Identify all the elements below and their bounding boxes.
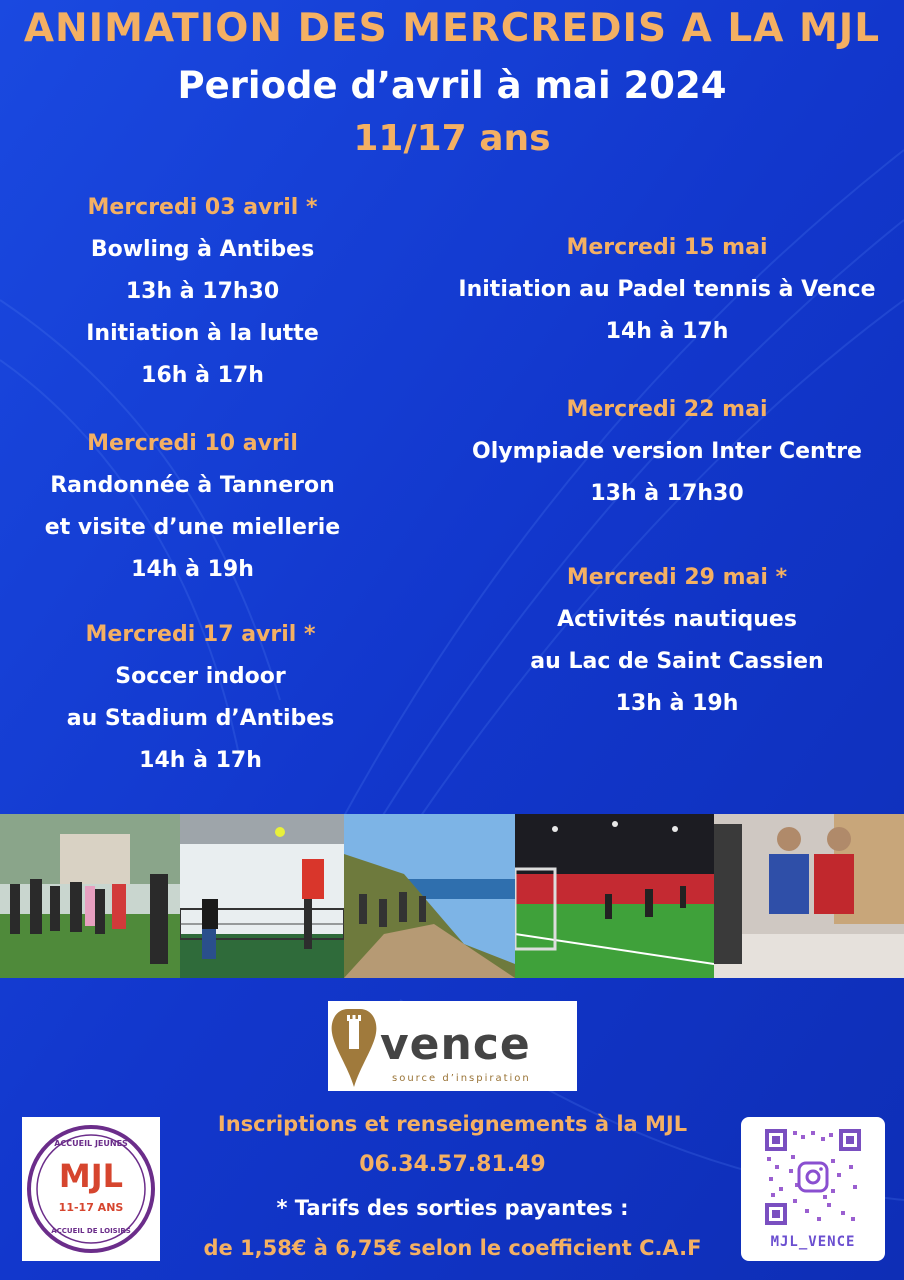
group-activity-photo	[0, 814, 180, 978]
mjl-top-text: ACCUEIL JEUNES	[54, 1139, 128, 1148]
event-line: au Stadium d’Antibes	[66, 706, 335, 731]
event-line: 16h à 17h	[141, 363, 264, 388]
mjl-logo	[22, 1117, 160, 1261]
event-line: 14h à 17h	[605, 319, 729, 344]
tarifs-heading: * Tarifs des sorties payantes :	[276, 1196, 629, 1220]
tarifs-detail: de 1,58€ à 6,75€ selon le coefficient C.A.F	[203, 1236, 702, 1260]
phone-number: 06.34.57.81.49	[359, 1152, 546, 1177]
indoor-soccer-photo	[515, 814, 714, 978]
hiking-photo	[344, 814, 515, 978]
vence-logo	[328, 1001, 577, 1091]
inscriptions-text: Inscriptions et renseignements à la MJL	[217, 1112, 688, 1136]
event-line: 13h à 17h30	[125, 279, 280, 304]
period-subtitle: Periode d’avril à mai 2024	[177, 64, 727, 107]
qr-code-icon	[765, 1129, 861, 1225]
wrestling-photo	[714, 814, 904, 978]
event-line: 14h à 17h	[139, 748, 262, 773]
event-date: Mercredi 17 avril *	[85, 622, 316, 647]
vence-tagline: source d’inspiration	[392, 1073, 531, 1084]
event-date: Mercredi 29 mai *	[566, 565, 788, 590]
event-line: Activités nautiques	[557, 607, 797, 632]
event-line: Randonnée à Tanneron	[50, 473, 335, 498]
event-date: Mercredi 03 avril *	[87, 195, 318, 220]
poster-title: ANIMATION DES MERCREDIS A LA MJL	[23, 6, 881, 51]
event-line: 14h à 19h	[131, 557, 254, 582]
event-line: Soccer indoor	[115, 664, 286, 689]
event-block-10-avril	[10, 423, 375, 591]
event-block-17-avril	[18, 614, 383, 782]
event-block-03-avril	[20, 187, 385, 397]
mjl-ages-text: 11-17 ANS	[58, 1201, 124, 1214]
event-line: au Lac de Saint Cassien	[530, 649, 824, 674]
instagram-qr-card[interactable]	[741, 1117, 885, 1261]
mjl-main-text: MJL	[58, 1157, 124, 1195]
event-block-22-mai	[430, 389, 904, 515]
event-date: Mercredi 22 mai	[566, 397, 768, 422]
event-line: 13h à 19h	[615, 691, 739, 716]
event-line: et visite d’une miellerie	[44, 515, 341, 540]
event-line: 13h à 17h30	[590, 481, 744, 506]
photo-strip	[0, 814, 904, 978]
event-date: Mercredi 10 avril	[87, 431, 298, 456]
event-block-15-mai	[430, 227, 904, 353]
event-line: Initiation au Padel tennis à Vence	[458, 277, 876, 302]
vence-wordmark: vence	[380, 1019, 531, 1070]
event-block-29-mai	[440, 557, 904, 725]
instagram-handle: MJL_VENCE	[770, 1234, 856, 1250]
mjl-bottom-text: ACCUEIL DE LOISIRS	[51, 1227, 131, 1235]
padel-tennis-photo	[180, 814, 344, 978]
event-line: Olympiade version Inter Centre	[472, 439, 862, 464]
age-range: 11/17 ans	[353, 118, 551, 159]
event-line: Bowling à Antibes	[90, 237, 315, 262]
event-date: Mercredi 15 mai	[566, 235, 768, 260]
event-line: Initiation à la lutte	[86, 321, 319, 346]
